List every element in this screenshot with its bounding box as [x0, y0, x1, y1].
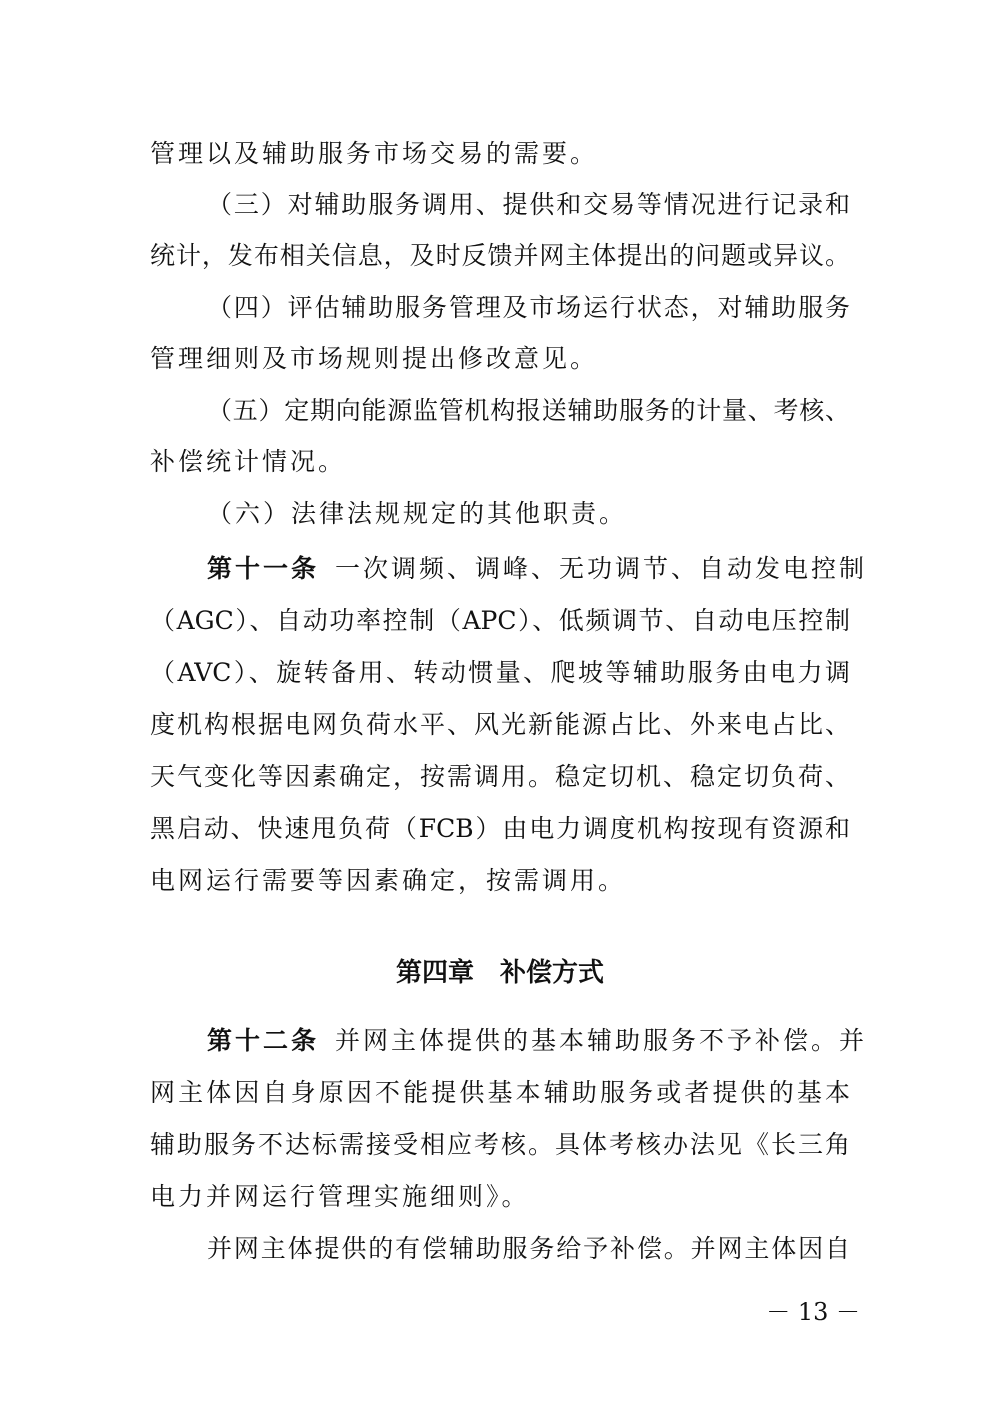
paragraph-line: （AGC）、自动功率控制（APC）、低频调节、自动电压控制	[150, 606, 850, 635]
article-11-first-line	[207, 551, 868, 587]
article-12-first-line	[207, 1023, 868, 1059]
paragraph-line: 管理细则及市场规则提出修改意见。	[150, 344, 599, 373]
paragraph-line: （五）定期向能源监管机构报送辅助服务的计量、考核、	[207, 396, 850, 425]
paragraph-line: 度机构根据电网负荷水平、风光新能源占比、外来电占比、	[150, 710, 850, 739]
paragraph-line: 并网主体提供的基本辅助服务不予补偿。并	[335, 1026, 868, 1055]
paragraph-line: 补偿统计情况。	[150, 447, 347, 476]
paragraph-line: 辅助服务不达标需接受相应考核。具体考核办法见《长三角	[150, 1130, 850, 1159]
paragraph-line: 电网运行需要等因素确定，按需调用。	[150, 866, 627, 895]
paragraph-line: （AVC）、旋转备用、转动惯量、爬坡等辅助服务由电力调	[150, 658, 850, 687]
page-number: － 13 －	[766, 1298, 860, 1326]
paragraph-line: （六）法律法规规定的其他职责。	[207, 499, 628, 528]
paragraph-line: 电力并网运行管理实施细则》。	[150, 1182, 530, 1211]
article-11-label: 第十一条	[207, 554, 320, 583]
paragraph-line: 一次调频、调峰、无功调节、自动发电控制	[335, 554, 868, 583]
chapter-heading: 第四章 补偿方式	[395, 958, 604, 988]
paragraph-line: （四）评估辅助服务管理及市场运行状态，对辅助服务	[207, 293, 850, 322]
paragraph-line: 黑启动、快速甩负荷（FCB）由电力调度机构按现有资源和	[150, 814, 850, 843]
paragraph-line: 并网主体提供的有偿辅助服务给予补偿。并网主体因自	[207, 1234, 850, 1263]
paragraph-line: 管理以及辅助服务市场交易的需要。	[150, 139, 599, 168]
paragraph-line: 统计，发布相关信息，及时反馈并网主体提出的问题或异议。	[150, 241, 850, 270]
paragraph-line: 网主体因自身原因不能提供基本辅助服务或者提供的基本	[150, 1078, 850, 1107]
paragraph-line: （三）对辅助服务调用、提供和交易等情况进行记录和	[207, 190, 850, 219]
article-12-label: 第十二条	[207, 1026, 320, 1055]
paragraph-line: 天气变化等因素确定，按需调用。稳定切机、稳定切负荷、	[150, 762, 850, 791]
